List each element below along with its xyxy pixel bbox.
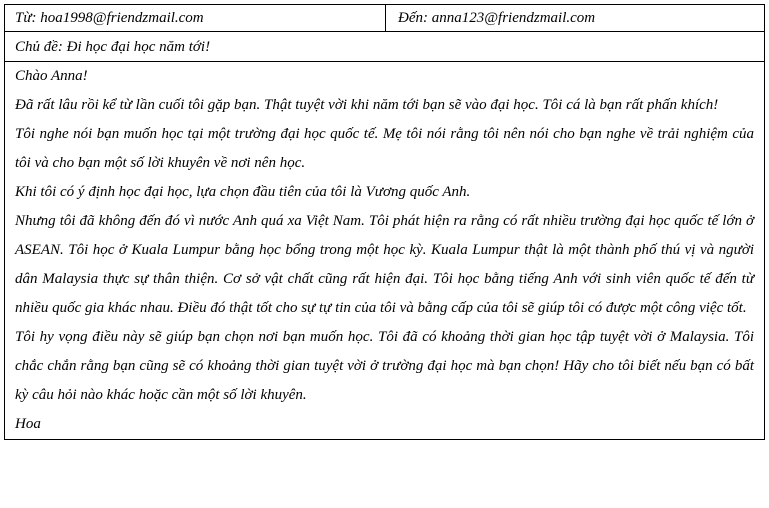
email-header-row: [5, 5, 764, 32]
email-body: [5, 62, 764, 439]
subject-row: [5, 32, 764, 62]
body-paragraph: Đã rất lâu rồi kể từ lần cuối tôi gặp bạn. Thật tuyệt vời khi năm tới bạn sẽ vào đại học. Tôi cá là bạn rất phấn khích!: [15, 97, 719, 113]
to-field: Đến: anna123@friendzmail.com: [398, 10, 596, 26]
subject-field: Chủ đề: Đi học đại học năm tới!: [15, 39, 211, 55]
from-field: Từ: hoa1998@friendzmail.com: [5, 5, 386, 31]
email-table: [4, 4, 765, 440]
body-paragraph: Khi tôi có ý định học đại học, lựa chọn đầu tiên của tôi là Vương quốc Anh.: [15, 184, 471, 200]
body-paragraph: Nhưng tôi đã không đến đó vì nước Anh quá xa Việt Nam. Tôi phát hiện ra rằng có rất nhiều trường đại học quốc tế lớn ở ASEAN. Tôi học ở Kuala Lumpur bằng học bổng trong một học kỳ. Kuala Lumpur thật là một thành phố thú vị và người dân Malaysia thực sự thân thiện. Cơ sở vật chất cũng rất hiện đại. Tôi học bằng tiếng Anh với sinh viên quốc tế đến từ nhiều quốc gia khác nhau. Điều đó thật tốt cho sự tự tin của tôi và bằng cấp của tôi sẽ giúp tôi có được một công việc tốt.: [15, 213, 754, 316]
body-paragraph: Tôi hy vọng điều này sẽ giúp bạn chọn nơi bạn muốn học. Tôi đã có khoảng thời gian học tập tuyệt vời ở Malaysia. Tôi chắc chắn rằng bạn cũng sẽ có khoảng thời gian tuyệt vời ở trường đại học mà bạn chọn! Hãy cho tôi biết nếu bạn có bất kỳ câu hỏi nào khác hoặc cần một số lời khuyên.: [15, 329, 754, 403]
signature: Hoa: [15, 416, 41, 432]
greeting: Chào Anna!: [15, 68, 88, 84]
body-row: [5, 62, 764, 439]
body-paragraph: Tôi nghe nói bạn muốn học tại một trường đại học quốc tế. Mẹ tôi nói rằng tôi nên nói cho bạn nghe về trải nghiệm của tôi và cho bạn một số lời khuyên về nơi nên học.: [15, 126, 754, 171]
